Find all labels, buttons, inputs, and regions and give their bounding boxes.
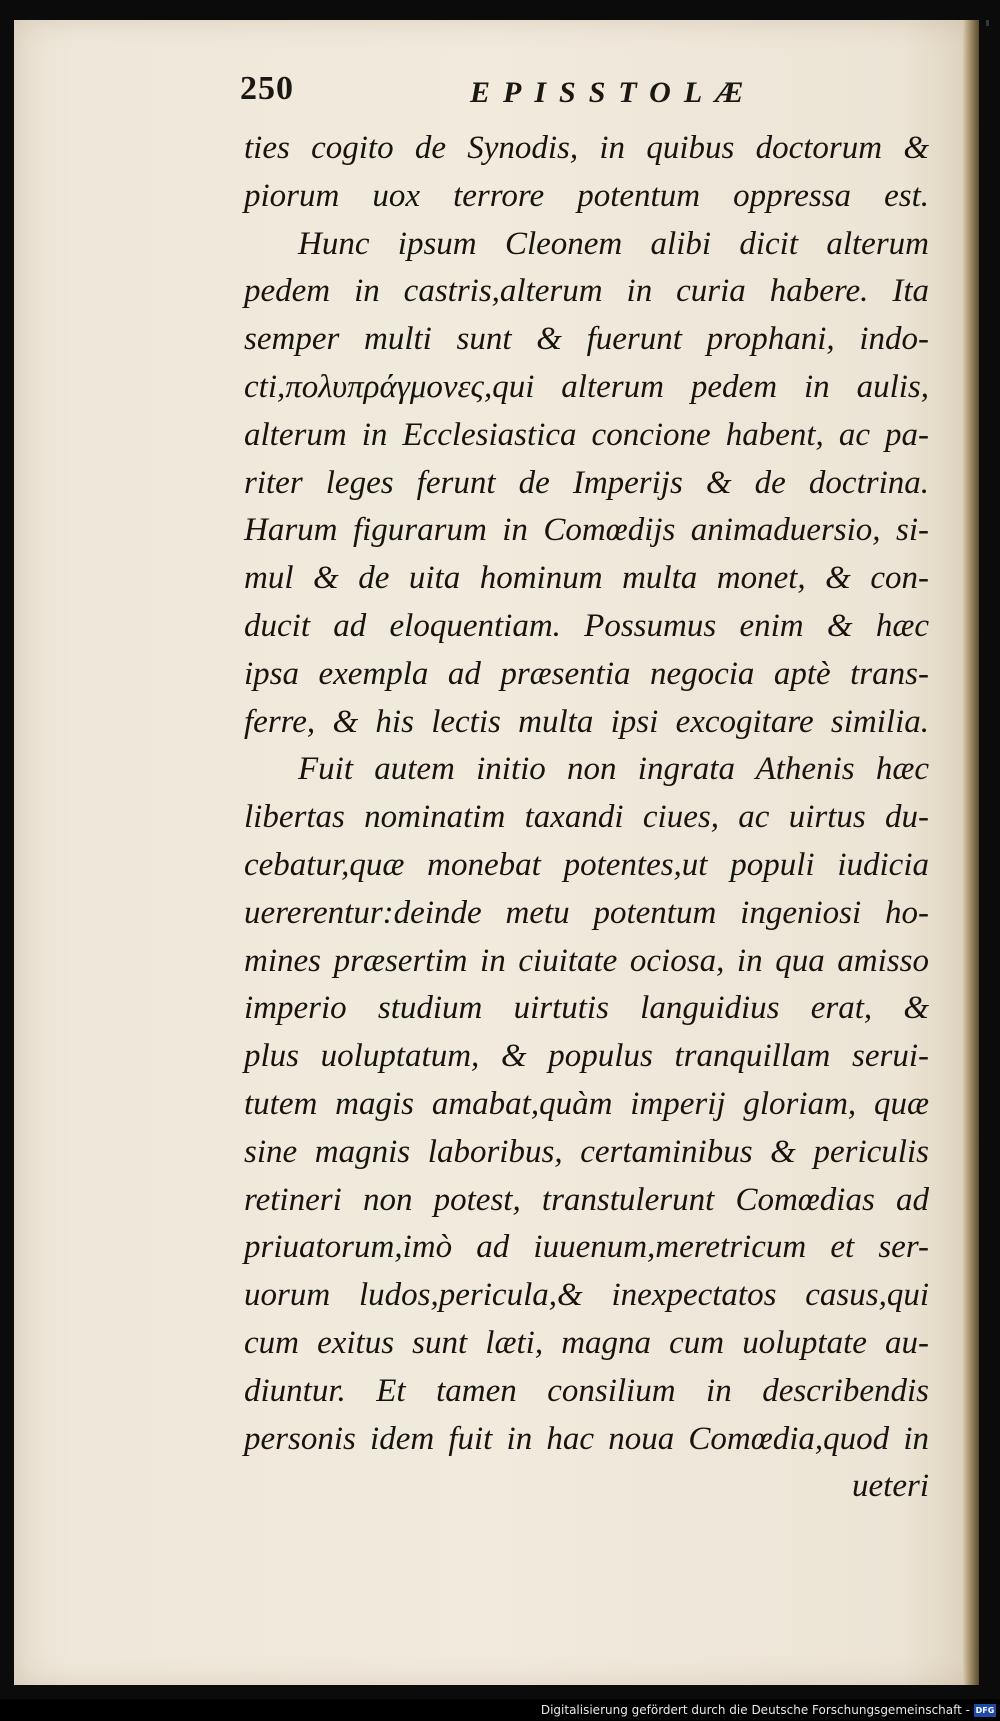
text-line: retineri non potest, transtulerunt Comœdias ad [244, 1181, 929, 1218]
text-line: riter leges ferunt de Imperijs & de doctrina. [244, 464, 929, 501]
text-line: Fuit autem initio non ingrata Athenis hæc [298, 751, 929, 788]
text-line: imperio studium uirtutis languidius erat, & [244, 990, 929, 1027]
text-line: semper multi sunt & fuerunt prophani, indo- [244, 321, 929, 358]
text-line: plus uoluptatum, & populus tranquillam serui- [244, 1038, 929, 1075]
text-line: ties cogito de Synodis, in quibus doctorum & [244, 130, 929, 166]
text-line: alterum in Ecclesiastica concione habent, ac pa- [244, 416, 929, 453]
text-line: cum exitus sunt læti, magna cum uoluptate au- [244, 1324, 929, 1361]
text-line: mul & de uita hominum multa monet, & con- [244, 560, 929, 597]
page-fore-edge [963, 20, 979, 1685]
text-line: uorum ludos,pericula,& inexpectatos casus,qui [244, 1277, 929, 1314]
text-line: priuatorum,imò ad iuuenum,meretricum et ser- [244, 1229, 929, 1266]
text-line: mines præsertim in ciuitate ociosa, in qua amisso [244, 942, 929, 979]
dfg-logo: DFG [975, 1706, 995, 1715]
text-line: cebatur,quæ monebat potentes,ut populi iudicia [244, 846, 929, 883]
text-line: Harum figurarum in Comœdijs animaduersio, si- [244, 512, 929, 549]
running-head-title: EPISSTOLÆ [470, 76, 757, 109]
text-line: ducit ad eloquentiam. Possumus enim & hæc [244, 607, 929, 644]
text-line: personis idem fuit in hac noua Comœdia,quod in [244, 1420, 929, 1457]
text-line: ipsa exempla ad præsentia negocia aptè trans- [244, 655, 929, 692]
page-number: 250 [240, 70, 294, 107]
text-line: ferre, & his lectis multa ipsi excogitare similia. [244, 703, 929, 740]
text-line: cti,πολυπράγμονες,qui alterum pedem in aulis, [244, 368, 929, 405]
text-line: sine magnis laboribus, certaminibus & periculis [244, 1133, 929, 1170]
text-line: uererentur:deinde metu potentum ingeniosi ho- [244, 894, 929, 931]
running-head [240, 70, 920, 130]
text-line: libertas nominatim taxandi ciues, ac uirtus du- [244, 799, 929, 836]
funding-notice: Digitalisierung gefördert durch die Deutsche Forschungsgemeinschaft - [540, 1703, 970, 1717]
text-line: tutem magis amabat,quàm imperij gloriam, quæ [244, 1085, 929, 1122]
body-text [244, 125, 929, 1511]
text-line: pedem in castris,alterum in curia habere. Ita [244, 273, 929, 310]
text-line: Hunc ipsum Cleonem alibi dicit alterum [298, 225, 929, 262]
catchword: ueteri [852, 1468, 929, 1505]
text-line: diuntur. Et tamen consilium in describendis [244, 1372, 929, 1409]
footer-bar [0, 1699, 1000, 1721]
text-line: piorum uox terrore potentum oppressa est. [244, 177, 929, 214]
